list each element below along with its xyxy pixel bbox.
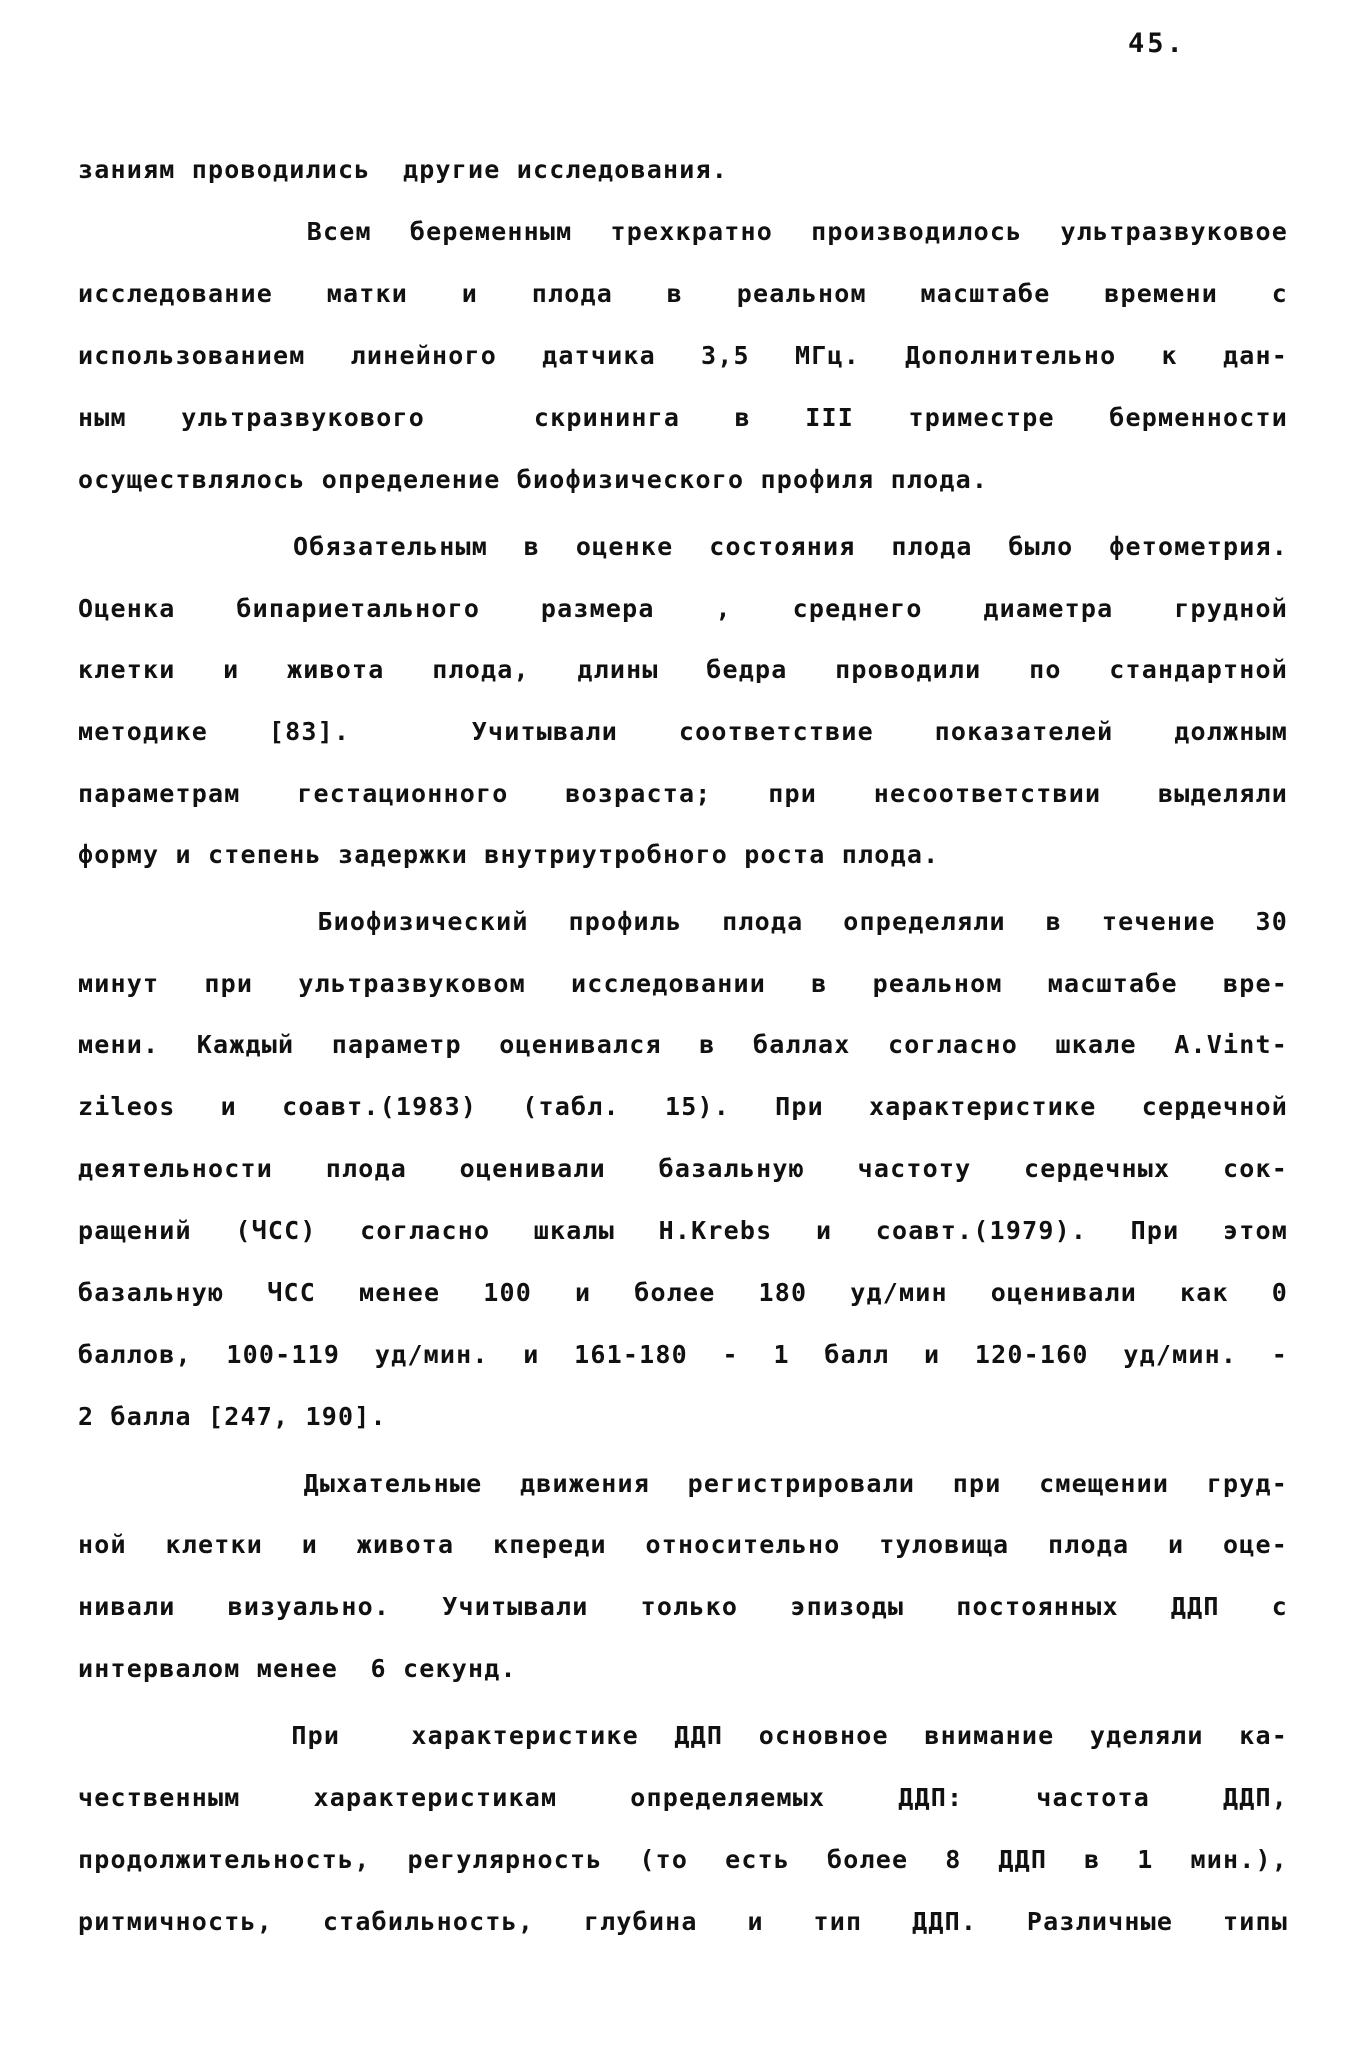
page-number: 45. [1128,28,1186,59]
text-line: исследование матки и плода в реальном масштабе времени с [78,279,1288,308]
text-line: При характеристике ДДП основное внимание уделяли ка- [78,1721,1288,1750]
text-line: мени. Каждый параметр оценивался в баллах согласно шкале A.Vint- [78,1030,1288,1059]
text-line: использованием линейного датчика 3,5 МГц. Дополнительно к дан- [78,341,1288,370]
text-line: ным ультразвукового скрининга в III триместре берменности [78,403,1288,432]
text-line: Оценка бипариетального размера , среднего диаметра грудной [78,594,1288,623]
text-line: минут при ультразвуковом исследовании в реальном масштабе вре- [78,969,1288,998]
text-line: деятельности плода оценивали базальную частоту сердечных сок- [78,1154,1288,1183]
text-line: zileos и соавт.(1983) (табл. 15). При характеристике сердечной [78,1092,1288,1121]
text-line: параметрам гестационного возраста; при несоответствии выделяли [78,779,1288,808]
text-line: клетки и живота плода, длины бедра проводили по стандартной [78,655,1288,684]
text-line: форму и степень задержки внутриутробного роста плода. [78,840,940,869]
text-line: Дыхательные движения регистрировали при смещении груд- [78,1469,1288,1498]
text-line: 2 балла [247, 190]. [78,1402,387,1431]
text-line: нивали визуально. Учитывали только эпизоды постоянных ДДП с [78,1592,1288,1621]
text-line: методике [83]. Учитывали соответствие показателей должным [78,717,1288,746]
text-line: интервалом менее 6 секунд. [78,1654,517,1683]
text-line: ращений (ЧСС) согласно шкалы H.Krebs и соавт.(1979). При этом [78,1216,1288,1245]
text-line: Биофизический профиль плода определяли в течение 30 [78,907,1288,936]
text-line: осуществлялось определение биофизического профиля плода. [78,465,989,494]
text-line: чественным характеристикам определяемых ДДП: частота ДДП, [78,1783,1288,1812]
text-line: заниям проводились другие исследования. [78,155,729,184]
text-line: ритмичность, стабильность, глубина и тип ДДП. Различные типы [78,1907,1288,1936]
text-line: Обязательным в оценке состояния плода было фетометрия. [78,532,1288,561]
text-line: баллов, 100-119 уд/мин. и 161-180 - 1 балл и 120-160 уд/мин. - [78,1340,1288,1369]
text-line: ной клетки и живота кпереди относительно туловища плода и оце- [78,1530,1288,1559]
text-line: продолжительность, регулярность (то есть более 8 ДДП в 1 мин.), [78,1845,1288,1874]
text-line: базальную ЧСС менее 100 и более 180 уд/мин оценивали как 0 [78,1278,1288,1307]
text-line: Всем беременным трехкратно производилось ультразвуковое [78,217,1288,246]
